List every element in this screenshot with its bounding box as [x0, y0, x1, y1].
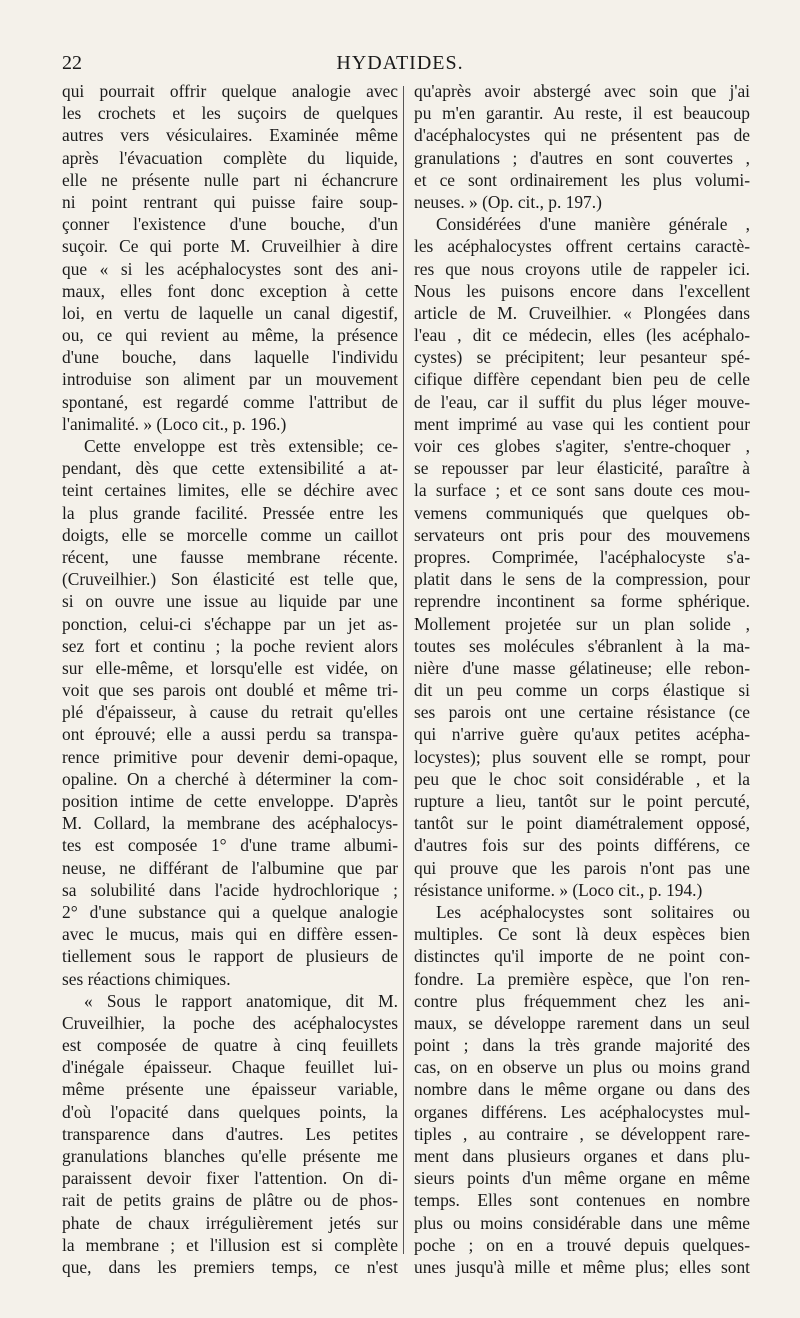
text-line: même présente une épaisseur variable, — [62, 1079, 398, 1100]
text-line: pendant, dès que cette extensibilité a at- — [62, 458, 398, 479]
text-line: unes jusqu'à mille et même plus; elles sont — [414, 1256, 750, 1277]
text-line: multiples. Ce sont là deux espèces bien — [414, 924, 750, 945]
text-line: neuses. » (Op. cit., p. 197.) — [414, 191, 602, 212]
text-line: fondre. La première espèce, que l'on ren- — [414, 968, 750, 989]
text-line: récent, une fausse membrane récente. — [62, 546, 398, 567]
text-line: d'une bouche, dans laquelle l'individu — [62, 347, 398, 368]
text-line: tiellement sous le rapport de plusieurs de — [62, 946, 398, 967]
text-line: neuse, ne différant de l'albumine que par — [62, 857, 398, 878]
text-line: phate de chaux irrégulièrement jetés sur — [62, 1212, 398, 1233]
text-line: de l'eau, car il suffit du plus léger mouve- — [414, 391, 750, 412]
page-header — [58, 52, 742, 82]
text-line: peu que le choc soit considérable , et la — [414, 768, 750, 789]
text-line: dit un peu comme un corps élastique si — [414, 680, 750, 701]
text-line: loi, en vertu de laquelle un canal digestif, — [62, 302, 398, 323]
text-line: Les acéphalocystes sont solitaires ou — [436, 901, 750, 922]
text-line: ment imprimé au vase qui les contient pour — [414, 413, 750, 434]
text-line: qui prouve que les parois n'ont pas une — [414, 857, 750, 878]
running-title: HYDATIDES. — [336, 52, 464, 74]
text-line: sieurs points d'un même organe en même — [414, 1168, 750, 1189]
text-line: d'où l'opacité dans quelques points, la — [62, 1101, 398, 1122]
text-line: rence primitive pour devenir demi-opaque, — [62, 746, 398, 767]
text-line: sur elle-même, et lorsqu'elle est vidée, on — [62, 657, 398, 678]
text-line: granulations ; d'autres en sont couvertes , — [414, 147, 750, 168]
text-line: spontané, est regardé comme l'attribut de — [62, 391, 398, 412]
text-line: l'eau , dit ce médecin, elles (les acéphalo- — [414, 325, 750, 346]
text-line: ni point rentrant qui puisse faire soup- — [62, 191, 398, 212]
text-line: çonner l'existence d'une bouche, d'un — [62, 214, 398, 235]
text-line: la plus grande facilité. Pressée entre les — [62, 502, 398, 523]
right-column — [414, 80, 750, 1278]
text-line: doigts, elle se morcelle comme un caillot — [62, 524, 398, 545]
text-line: nière d'une masse gélatineuse; elle rebon- — [414, 657, 750, 678]
text-line: la membrane ; et l'illusion est si complète — [62, 1234, 398, 1255]
text-line: résistance uniforme. » (Loco cit., p. 194.) — [414, 879, 703, 900]
column-divider — [403, 86, 404, 1254]
text-line: voir ces globes s'agiter, s'entre-choquer , — [414, 436, 750, 456]
text-line: paraissent devoir fixer l'attention. On di- — [62, 1168, 398, 1189]
text-line: est composée de quatre à cinq feuillets — [62, 1035, 398, 1056]
text-line: qu'après avoir abstergé avec soin que j'ai — [414, 81, 750, 101]
text-line: point ; dans la très grande majorité des — [414, 1035, 750, 1056]
text-line: Mollement projetée sur un plan solide , — [414, 613, 750, 634]
text-line: teint certaines limites, elle se déchire avec — [62, 480, 398, 501]
text-line: tes est composée 1° d'une trame albumi- — [62, 835, 398, 856]
text-line: Considérées d'une manière générale , — [436, 214, 750, 235]
text-line: la surface ; et ce sont sans doute ces mou- — [414, 480, 750, 501]
text-line: sez fort et continu ; la poche revient alors — [62, 635, 398, 656]
text-line: plus ou moins considérable dans une même — [414, 1212, 750, 1233]
text-line: tiples , au contraire , se développent rare- — [414, 1123, 750, 1144]
text-line: transparence dans d'autres. Les petites — [62, 1123, 398, 1144]
text-line: après l'évacuation complète du liquide, — [62, 147, 398, 168]
text-line: organes différens. Les acéphalocystes mul- — [414, 1101, 750, 1122]
text-line: d'autres fois sur des points différens, ce — [414, 835, 750, 856]
text-line: 2° d'une substance qui a quelque analogie — [62, 901, 398, 922]
text-line: que « si les acéphalocystes sont des ani- — [62, 258, 398, 279]
text-line: l'animalité. » (Loco cit., p. 196.) — [62, 413, 287, 434]
text-line: opaline. On a cherché à déterminer la com- — [62, 768, 398, 789]
text-line: se repousser par leur élasticité, paraître à — [414, 458, 750, 479]
text-line: temps. Elles sont contenues en nombre — [414, 1190, 750, 1211]
text-line: les crochets et les suçoirs de quelques — [62, 103, 398, 124]
text-line: distinctes qu'il importe de ne point con- — [414, 946, 750, 967]
text-line: vemens communiqués que quelques ob- — [414, 502, 750, 523]
text-line: platit dans le sens de la compression, pour — [414, 569, 750, 590]
text-line: et ce sont ordinairement les plus volumi- — [414, 169, 750, 190]
text-line: cifique diffère cependant bien peu de celle — [414, 369, 750, 390]
text-line: pu m'en garantir. Au reste, il est beaucoup — [414, 103, 750, 124]
text-line: toutes ses molécules s'ébranlent à la ma- — [414, 635, 750, 656]
text-line: elle ne présente nulle part ni échancrure — [62, 169, 398, 190]
text-line: si on ouvre une issue au liquide par une — [62, 591, 398, 612]
text-line: position intime de cette enveloppe. D'après — [62, 791, 398, 811]
text-line: les acéphalocystes offrent certains caractè- — [414, 236, 750, 257]
text-line: voit que ses parois ont doublé et même tri- — [62, 680, 398, 701]
text-line: rupture a lieu, tantôt sur le point percuté, — [414, 791, 750, 811]
text-line: ou, ce qui revient au même, la présence — [62, 325, 398, 346]
text-line: reprendre incontinent sa forme sphérique. — [414, 591, 750, 612]
text-line: ont éprouvé; elle a aussi perdu sa transpa- — [62, 724, 398, 745]
text-line: d'inégale épaisseur. Chaque feuillet lui- — [62, 1057, 398, 1078]
text-line: rait de petits grains de plâtre ou de phos- — [62, 1190, 398, 1211]
text-line: ponction, celui-ci s'échappe par un jet as- — [62, 613, 398, 634]
text-line: qui n'arrive guère qu'aux petites acépha- — [414, 724, 750, 745]
text-line: d'acéphalocystes qui ne présentent pas de — [414, 125, 750, 146]
text-line: ses parois ont une certaine résistance (ce — [414, 702, 750, 723]
text-line: nombre dans le même organe ou dans des — [414, 1079, 750, 1100]
text-line: propres. Comprimée, l'acéphalocyste s'a- — [414, 546, 750, 567]
text-line: locystes); plus souvent elle se rompt, pour — [414, 746, 750, 767]
text-line: cystes) se précipitent; leur pesanteur spé- — [414, 347, 750, 368]
text-line: que, dans les premiers temps, ce n'est — [62, 1256, 398, 1277]
text-line: « Sous le rapport anatomique, dit M. — [84, 990, 398, 1011]
text-line: (Cruveilhier.) Son élasticité est telle que, — [62, 569, 398, 590]
text-line: suçoir. Ce qui porte M. Cruveilhier à dire — [62, 236, 398, 257]
text-line: ses réactions chimiques. — [62, 968, 231, 989]
text-line: maux, se développe rarement dans un seul — [414, 1012, 750, 1033]
text-line: M. Collard, la membrane des acéphalocys- — [62, 813, 398, 834]
text-line: ment dans plusieurs organes et dans plu- — [414, 1146, 750, 1166]
text-line: cas, on en observe un plus ou moins grand — [414, 1057, 750, 1078]
text-line: servateurs ont pris pour des mouvemens — [414, 524, 750, 545]
text-line: maux, elles font donc exception à cette — [62, 280, 398, 301]
text-line: plé d'épaisseur, à cause du retrait qu'elles — [62, 702, 398, 723]
text-line: contre plus fréquemment chez les ani- — [414, 990, 750, 1011]
text-line: Cruveilhier, la poche des acéphalocystes — [62, 1012, 398, 1033]
text-line: avec le mucus, mais qui en diffère essen- — [62, 924, 398, 945]
text-line: poche ; on en a trouvé depuis quelques- — [414, 1234, 750, 1255]
text-line: Cette enveloppe est très extensible; ce- — [84, 436, 398, 456]
text-line: introduise son aliment par un mouvement — [62, 369, 398, 390]
text-line: autres vers vésiculaires. Examinée même — [62, 125, 398, 146]
left-column — [62, 80, 398, 1278]
text-line: Nous les puisons encore dans l'excellent — [414, 280, 750, 301]
text-line: res que nous croyons utile de rappeler ici. — [414, 258, 750, 279]
text-line: tantôt sur le point diamétralement opposé, — [414, 813, 750, 834]
text-line: article de M. Cruveilhier. « Plongées dans — [414, 302, 750, 323]
text-line: granulations blanches qu'elle présente me — [62, 1146, 398, 1166]
text-line: sa solubilité dans l'acide hydrochlorique ; — [62, 879, 398, 900]
page-number: 22 — [62, 52, 82, 74]
text-line: qui pourrait offrir quelque analogie avec — [62, 81, 398, 101]
